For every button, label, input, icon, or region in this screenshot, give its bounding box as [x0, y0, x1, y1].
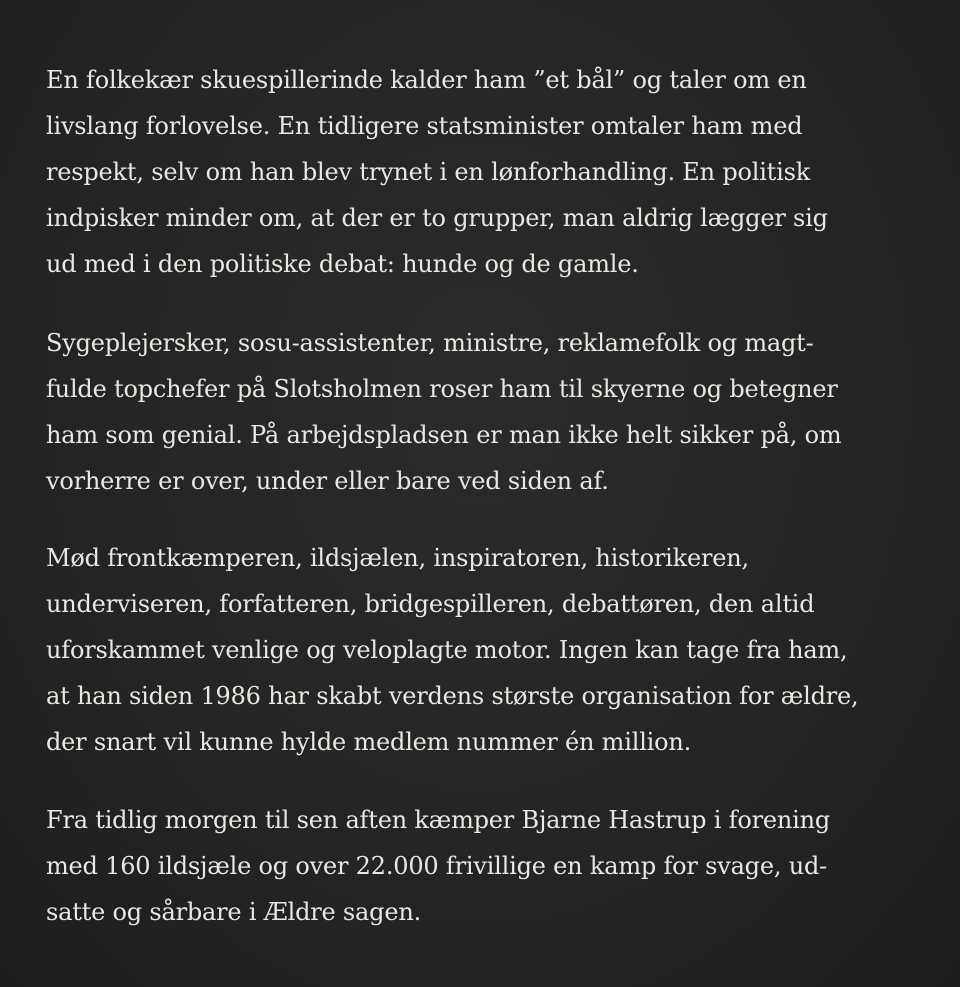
text-line: at han siden 1986 har skabt verdens største organisation for ældre, [46, 682, 859, 710]
text-line: En folkekær skuespillerinde kalder ham ”et bål” og taler om en [46, 66, 807, 94]
text-line: Sygeplejersker, sosu-assistenter, ministre, reklamefolk og magt- [46, 329, 814, 357]
text-line: vorherre er over, under eller bare ved siden af. [46, 467, 609, 495]
text-line: indpisker minder om, at der er to grupper, man aldrig lægger sig [46, 204, 828, 232]
blurb-paragraph-2 [46, 320, 946, 504]
blurb-paragraph-1 [46, 57, 946, 287]
text-line: livslang forlovelse. En tidligere statsminister omtaler ham med [46, 112, 803, 140]
text-line: Mød frontkæmperen, ildsjælen, inspiratoren, historikeren, [46, 544, 749, 572]
text-line: ud med i den politiske debat: hunde og de gamle. [46, 250, 639, 278]
text-line: uforskammet venlige og veloplagte motor. Ingen kan tage fra ham, [46, 636, 848, 664]
text-line: underviseren, forfatteren, bridgespilleren, debattøren, den altid [46, 590, 815, 618]
text-line: satte og sårbare i Ældre sagen. [46, 898, 422, 926]
text-line: fulde topchefer på Slotsholmen roser ham til skyerne og betegner [46, 375, 838, 403]
blurb-paragraph-4 [46, 797, 946, 935]
text-line: ham som genial. På arbejdspladsen er man ikke helt sikker på, om [46, 421, 842, 449]
text-line: Fra tidlig morgen til sen aften kæmper Bjarne Hastrup i forening [46, 806, 831, 834]
text-line: respekt, selv om han blev trynet i en lønforhandling. En politisk [46, 158, 811, 186]
blurb-paragraph-3 [46, 535, 946, 765]
text-line: der snart vil kunne hylde medlem nummer én million. [46, 728, 692, 756]
text-line: med 160 ildsjæle og over 22.000 frivillige en kamp for svage, ud- [46, 852, 828, 880]
